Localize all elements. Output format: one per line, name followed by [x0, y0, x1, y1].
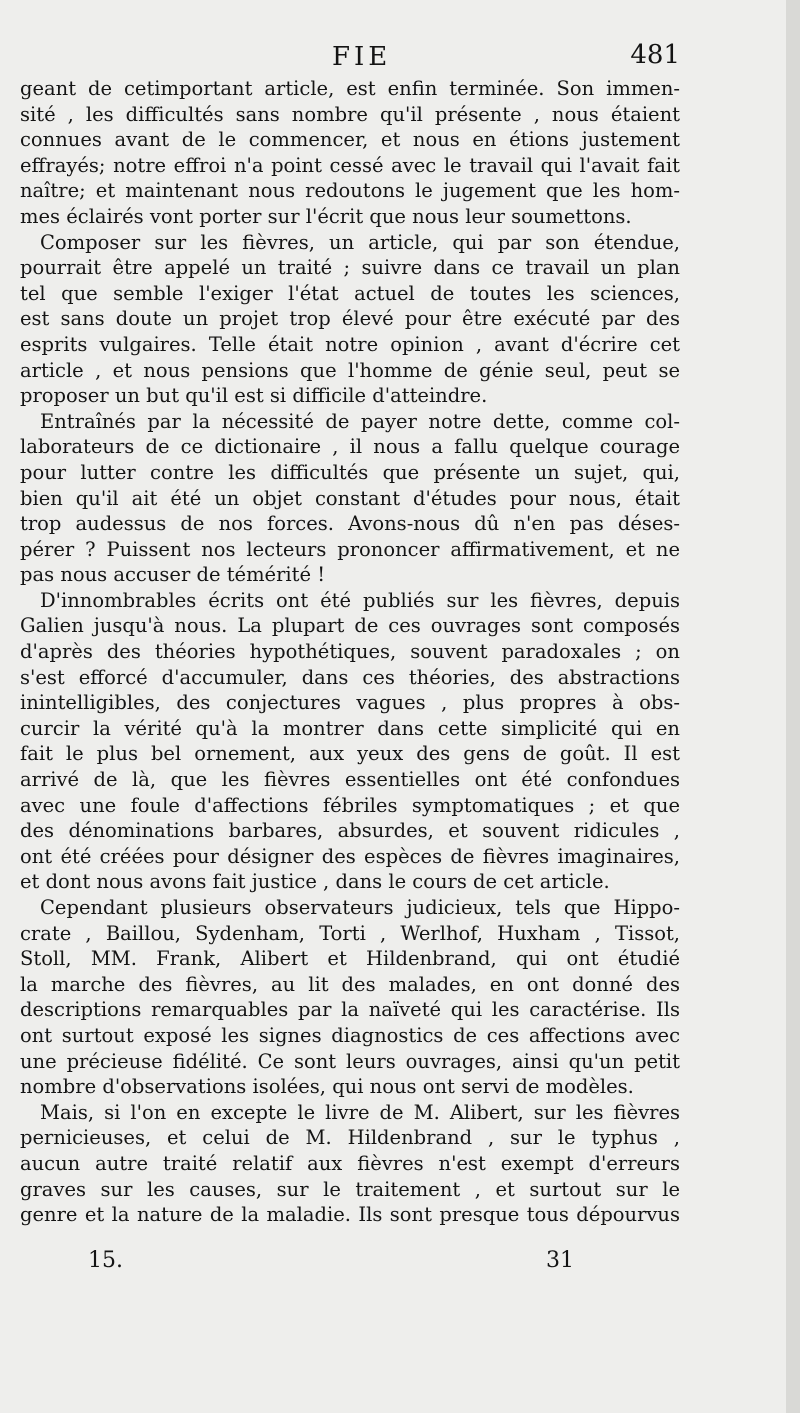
text-line: naître; et maintenant nous redoutons le jugement que les hom- [20, 179, 680, 203]
running-head: FIE [332, 42, 392, 72]
paragraph [20, 76, 680, 230]
text-line: nombre d'observations isolées, qui nous ont servi de modèles. [20, 1075, 634, 1099]
text-line: curcir la vérité qu'à la montrer dans cette simplicité qui en [20, 716, 680, 740]
text-line: fait le plus bel ornement, aux yeux des gens de goût. Il est [20, 742, 680, 766]
text-line: d'après des théories hypothétiques, souvent paradoxales ; on [20, 640, 680, 664]
text-line: et dont nous avons fait justice , dans le cours de cet article. [20, 870, 610, 894]
text-line: tel que semble l'exiger l'état actuel de toutes les sciences, [20, 281, 680, 305]
page-header [20, 38, 680, 78]
text-line: pourrait être appelé un traité ; suivre dans ce travail un plan [20, 256, 680, 280]
text-line: une précieuse fidélité. Ce sont leurs ouvrages, ainsi qu'un petit [20, 1049, 680, 1073]
paragraph [20, 588, 680, 895]
text-line: esprits vulgaires. Telle était notre opinion , avant d'écrire cet [20, 332, 680, 356]
text-line: pernicieuses, et celui de M. Hildenbrand , sur le typhus , [20, 1126, 680, 1150]
body-text [20, 76, 680, 1228]
sheet-number: 31 [546, 1248, 574, 1273]
page-number: 481 [630, 40, 680, 70]
text-line: est sans doute un projet trop élevé pour être exécuté par des [20, 307, 680, 331]
text-line: s'est efforcé d'accumuler, dans ces théories, des abstractions [20, 665, 680, 689]
text-line: ont surtout exposé les signes diagnostics de ces affections avec [20, 1023, 680, 1047]
paragraph [20, 1100, 680, 1228]
text-line: connues avant de le commencer, et nous en étions justement [20, 128, 680, 152]
text-line: ont été créées pour désigner des espèces de fièvres imaginaires, [20, 844, 680, 868]
page-footer [20, 1248, 680, 1276]
text-line: Cependant plusieurs observateurs judicieux, tels que Hippo- [40, 896, 680, 919]
text-line: aucun autre traité relatif aux fièvres n'est exempt d'erreurs [20, 1151, 680, 1175]
text-line: proposer un but qu'il est si difficile d'atteindre. [20, 384, 488, 408]
text-line: Composer sur les fièvres, un article, qui par son étendue, [40, 230, 680, 254]
text-line: Entraînés par la nécessité de payer notre dette, comme col- [40, 409, 680, 433]
signature-mark: 15. [88, 1248, 123, 1273]
text-line: sité , les difficultés sans nombre qu'il présente , nous étaient [20, 102, 680, 126]
text-line: inintelligibles, des conjectures vagues , plus propres à obs- [20, 691, 680, 715]
text-line: laborateurs de ce dictionaire , il nous a fallu quelque courage [20, 435, 680, 459]
text-line: Galien jusqu'à nous. La plupart de ces ouvrages sont composés [20, 614, 680, 638]
text-line: D'innombrables écrits ont été publiés sur les fièvres, depuis [40, 588, 680, 612]
paragraph [20, 230, 680, 409]
paragraph [20, 409, 680, 588]
text-line: mes éclairés vont porter sur l'écrit que nous leur soumettons. [20, 204, 632, 228]
text-line: pas nous accuser de témérité ! [20, 563, 326, 587]
text-line: descriptions remarquables par la naïveté qui les caractérise. Ils [20, 998, 680, 1022]
text-line: arrivé de là, que les fièvres essentielles ont été confondues [20, 768, 680, 792]
text-line: bien qu'il ait été un objet constant d'études pour nous, était [20, 486, 680, 510]
text-line: genre et la nature de la maladie. Ils sont presque tous dépourvus [20, 1203, 680, 1227]
text-line: avec une foule d'affections fébriles symptomatiques ; et que [20, 793, 680, 817]
paragraph [20, 895, 680, 1100]
text-line: effrayés; notre effroi n'a point cessé avec le travail qui l'avait fait [20, 153, 680, 177]
text-line: article , et nous pensions que l'homme de génie seul, peut se [20, 358, 680, 382]
text-line: geant de cetimportant article, est enfin terminée. Son immen- [20, 77, 680, 100]
text-line: graves sur les causes, sur le traitement , et surtout sur le [20, 1177, 680, 1201]
text-line: Stoll, MM. Frank, Alibert et Hildenbrand, qui ont étudié [20, 947, 680, 971]
text-line: crate , Baillou, Sydenham, Torti , Werlhof, Huxham , Tissot, [20, 921, 680, 945]
text-line: Mais, si l'on en excepte le livre de M. Alibert, sur les fièvres [40, 1100, 680, 1124]
text-line: pérer ? Puissent nos lecteurs prononcer affirmativement, et ne [20, 537, 680, 561]
text-line: la marche des fièvres, au lit des malades, en ont donné des [20, 972, 680, 996]
text-line: des dénominations barbares, absurdes, et souvent ridicules , [20, 819, 680, 843]
text-line: pour lutter contre les difficultés que présente un sujet, qui, [20, 460, 680, 484]
text-line: trop audessus de nos forces. Avons-nous dû n'en pas déses- [20, 512, 680, 536]
